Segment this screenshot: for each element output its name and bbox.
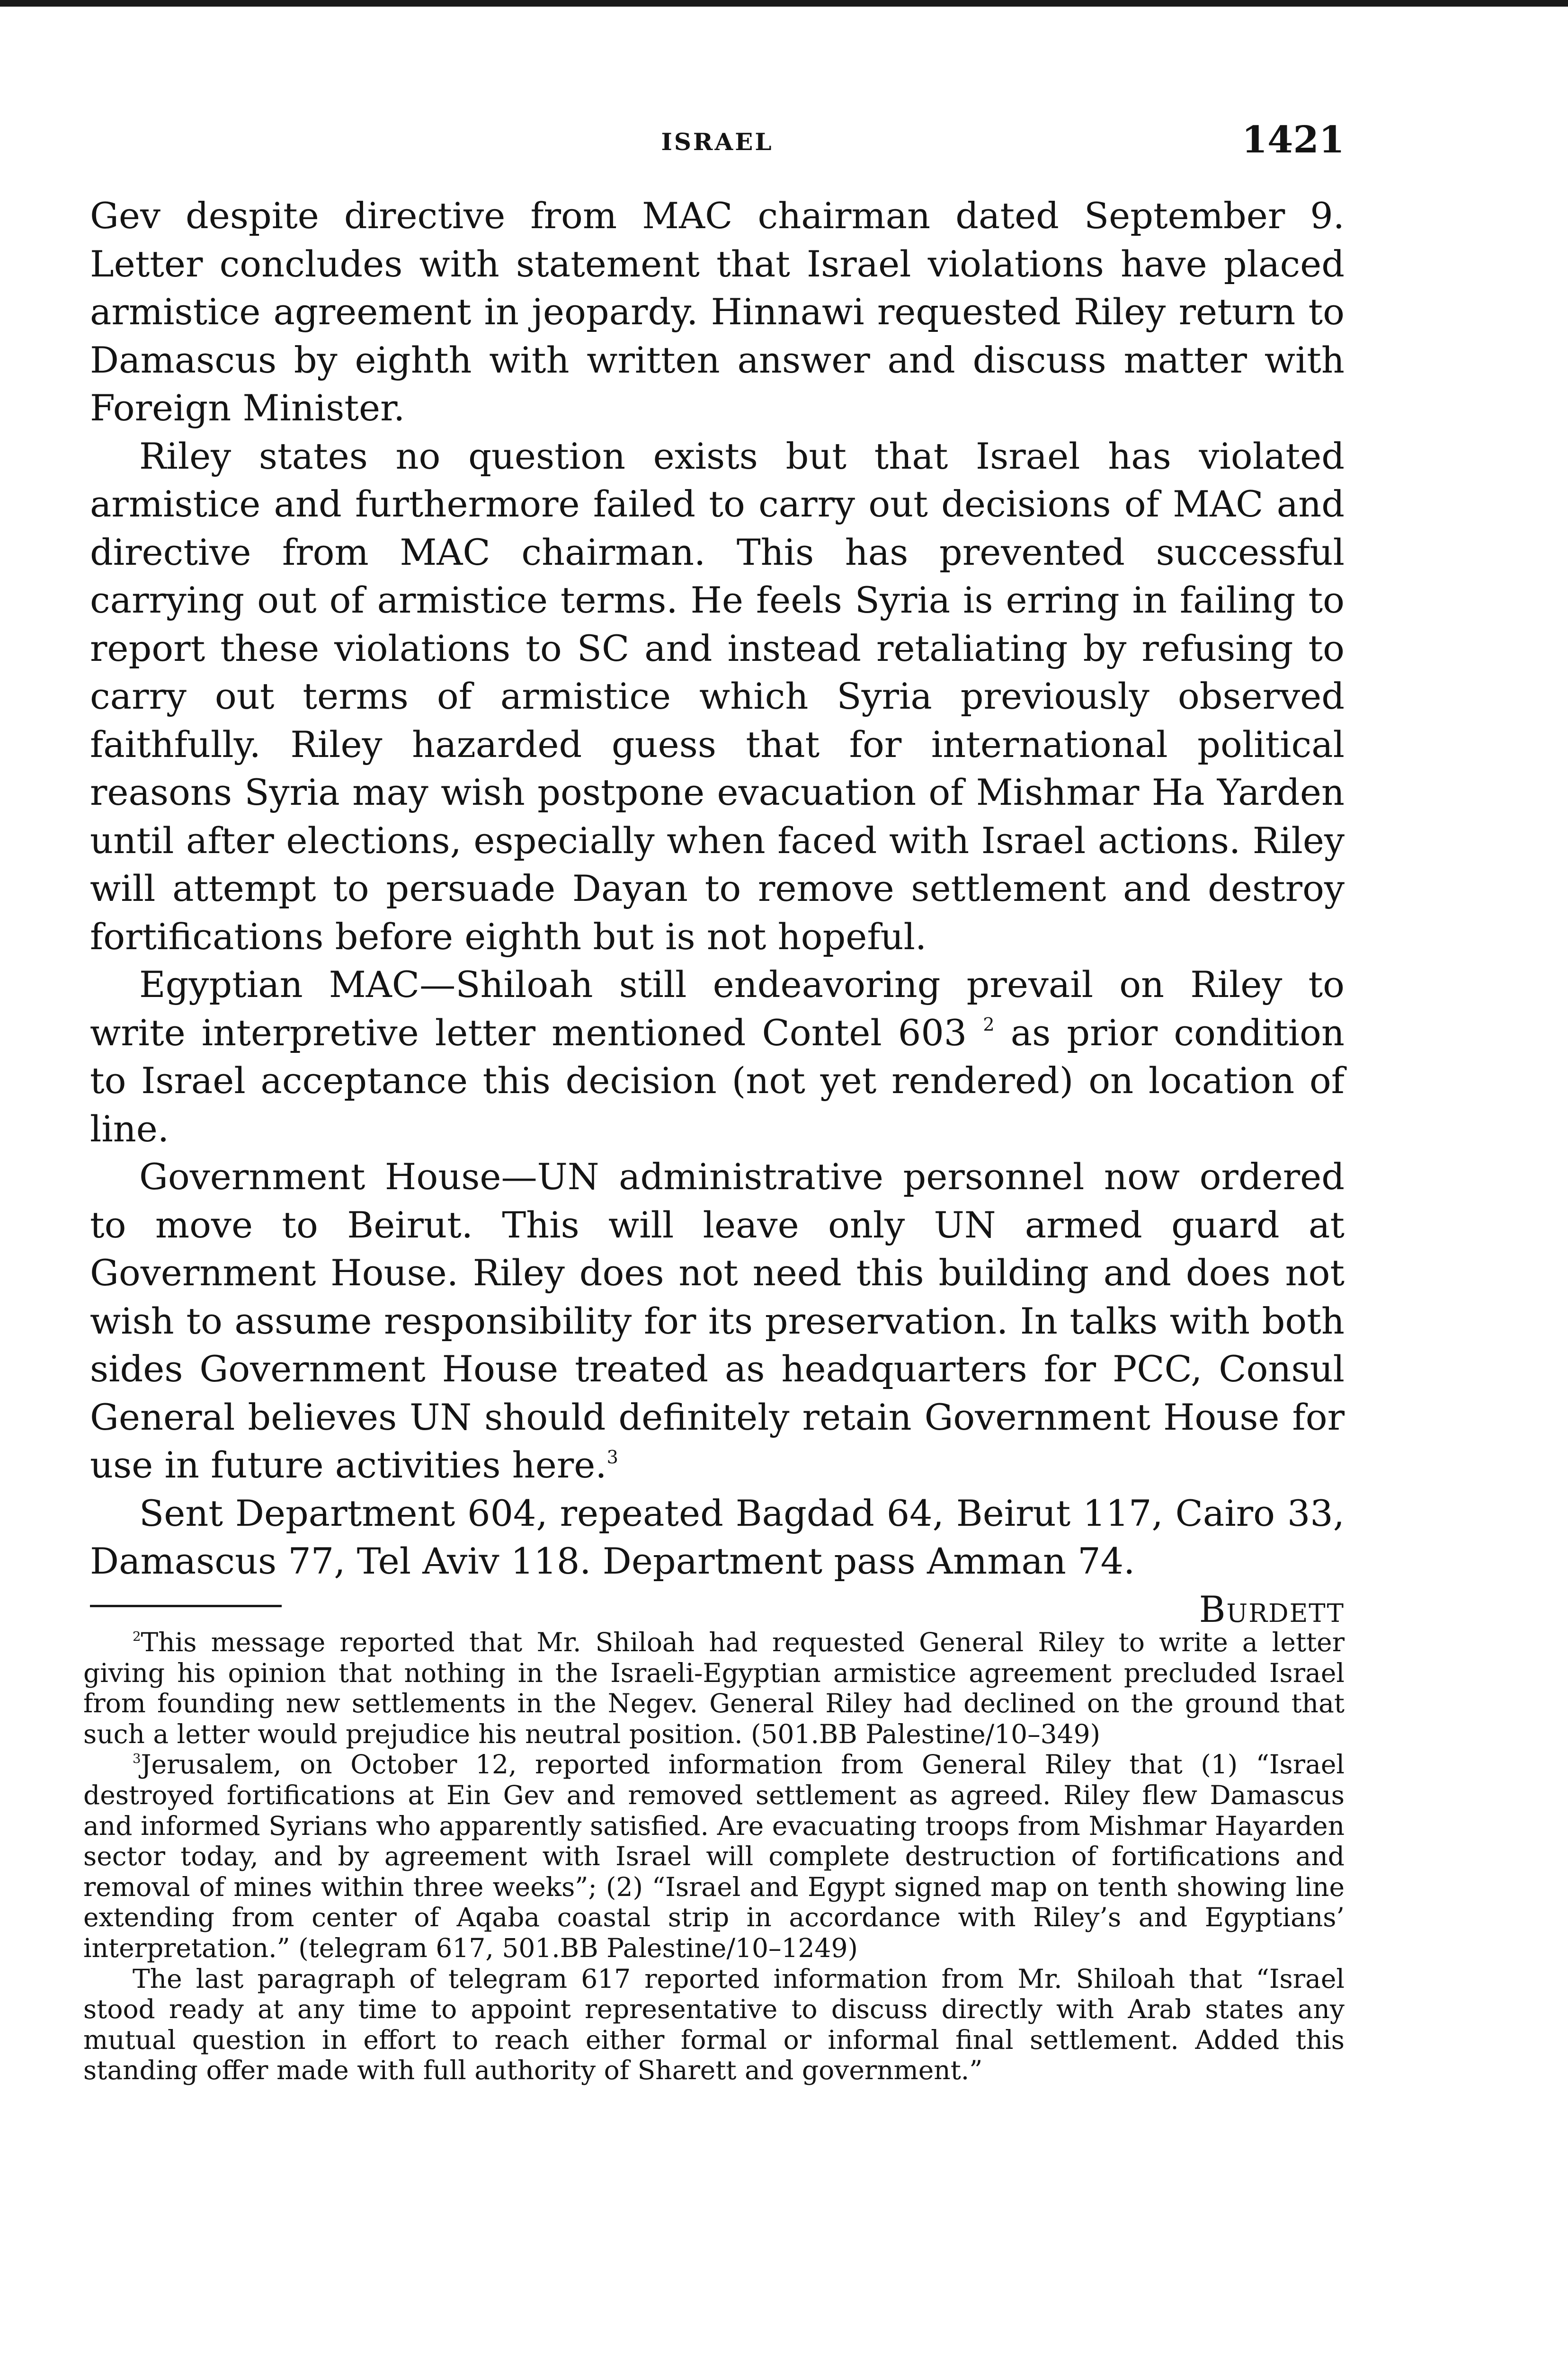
top-rule: [0, 0, 1568, 7]
paragraph-5: Sent Department 604, repeated Bagdad 64, Beirut 117, Cairo 33, Damascus 77, Tel Aviv 118. Department pass Amman 74.: [90, 1492, 1345, 1582]
signature: Burdett: [1199, 1588, 1345, 1630]
body-text: [90, 192, 1345, 1633]
footnote-3-text: Jerusalem, on October 12, reported information from General Riley that (1) “Israel destroyed fortifications at Ein Gev and removed settlement as agreed. Riley flew Damascus and informed Syrians who apparently satisfied. Are evacuating troops from Mishmar Hayarden sector today, and by agreement with Israel will complete destruction of fortifications and removal of mines within three weeks”; (2) “Israel and Egypt signed map on tenth showing line extending from center of Aqaba coastal strip in accordance with Riley’s and Egyptians’ interpretation.” (telegram 617, 501.BB Palestine/10–1249): [83, 1749, 1345, 1963]
paragraph-4: [90, 1153, 1345, 1489]
page-header: [90, 118, 1345, 170]
footnote-ref-3: 3: [606, 1446, 618, 1468]
page-number: 1421: [1241, 118, 1345, 161]
paragraph-2: Riley states no question exists but that Israel has violated armistice and furthermore failed to carry out decisions of MAC and directive from MAC chairman. This has prevented successful carrying out of armistice terms. He feels Syria is erring in failing to report these violations to SC and instead retaliating by refusing to carry out terms of armistice which Syria previously observed faithfully. Riley hazarded guess that for international political reasons Syria may wish postpone evacuation of Mishmar Ha Yarden until after elections, especially when faced with Israel actions. Riley will attempt to persuade Dayan to remove settlement and destroy fortifications before eighth but is not hopeful.: [90, 435, 1345, 958]
footnote-3: [83, 1749, 1345, 1963]
paragraph-4-text: Government House—UN administrative personnel now ordered to move to Beirut. This will leave only UN armed guard at Government House. Riley does not need this building and does not wish to assume responsibility for its preservation. In talks with both sides Government House treated as headquarters for PCC, Consul General believes UN should definitely retain Government House for use in future activities here.: [90, 1156, 1345, 1486]
running-head: ISRAEL: [661, 128, 774, 156]
paragraph-1: Gev despite directive from MAC chairman dated September 9. Letter concludes with statement that Israel violations have placed armistice agreement in jeopardy. Hinnawi requested Riley return to Damascus by eighth with written answer and discuss matter with Foreign Minister.: [90, 195, 1345, 429]
footnote-2-mark: 2: [133, 1628, 141, 1644]
footnotes: [83, 1627, 1345, 2086]
footnote-3-mark: 3: [133, 1751, 141, 1767]
footnote-3-continued: The last paragraph of telegram 617 reported information from Mr. Shiloah that “Israel stood ready at any time to appoint representative to discuss directly with Arab states any mutual question in effort to reach either formal or informal final settlement. Added this standing offer made with full authority of Sharett and government.”: [83, 1963, 1345, 2086]
footnote-rule: [90, 1605, 282, 1607]
footnote-ref-2: 2: [983, 1014, 995, 1035]
footnote-2: [83, 1627, 1345, 1749]
footnote-2-text: This message reported that Mr. Shiloah had requested General Riley to write a letter giving his opinion that nothing in the Israeli-Egyptian armistice agreement precluded Israel from founding new settlements in the Negev. General Riley had declined on the ground that such a letter would prejudice his neutral position. (501.BB Palestine/10–349): [83, 1627, 1345, 1749]
paragraph-3: [90, 961, 1345, 1153]
paragraph-3-text-b: as prior condition to Israel acceptance this decision (not yet rendered) on location of line.: [90, 1011, 1345, 1150]
paragraph-3-text-a: Egyptian MAC—Shiloah still endeavoring prevail on Riley to write interpretive letter mentioned Contel 603: [90, 963, 1345, 1054]
